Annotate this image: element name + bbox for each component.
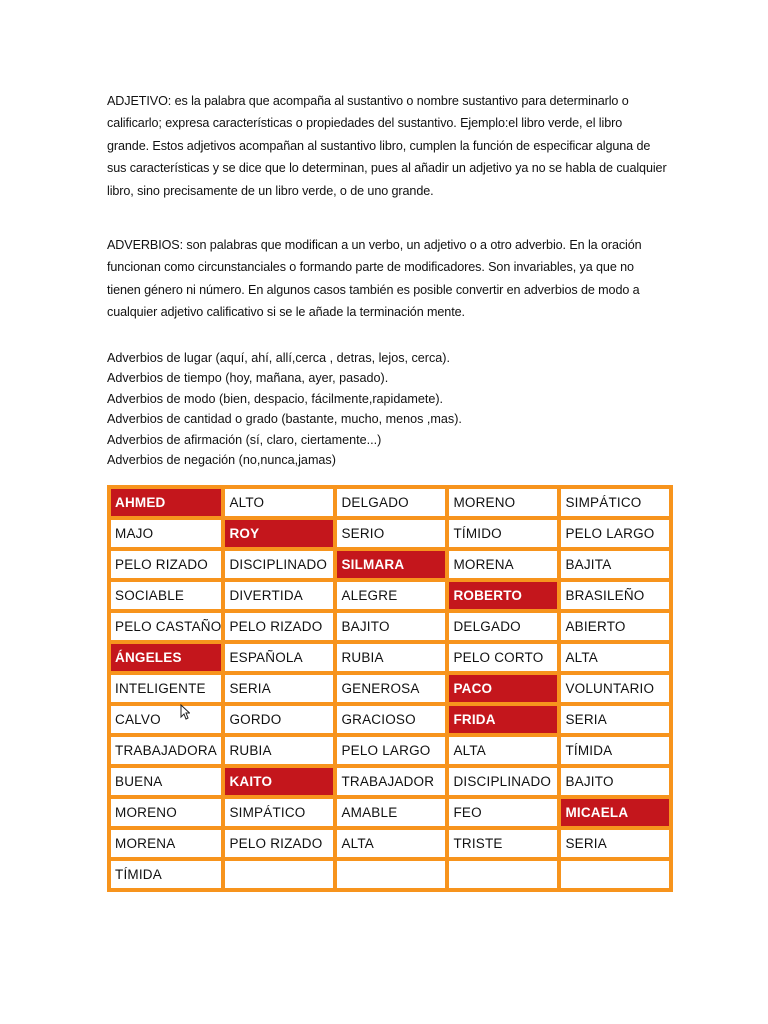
table-row	[109, 735, 671, 766]
adjective-cell: AMABLE	[335, 797, 447, 828]
adjective-cell: ALTA	[559, 642, 671, 673]
table-row	[109, 487, 671, 518]
adjective-cell: MORENA	[447, 549, 559, 580]
adjective-cell: GRACIOSO	[335, 704, 447, 735]
adjective-cell: ALEGRE	[335, 580, 447, 611]
adjective-cell: PELO RIZADO	[223, 611, 335, 642]
adjective-cell: TRABAJADOR	[335, 766, 447, 797]
table-row	[109, 642, 671, 673]
table-row	[109, 580, 671, 611]
adjective-cell: DIVERTIDA	[223, 580, 335, 611]
adjective-cell: DISCIPLINADO	[447, 766, 559, 797]
empty-cell	[559, 859, 671, 890]
adjective-cell: PELO CORTO	[447, 642, 559, 673]
adverb-types-list	[107, 348, 462, 470]
empty-cell	[447, 859, 559, 890]
name-cell: ÁNGELES	[109, 642, 223, 673]
list-item: Adverbios de lugar (aquí, ahí, allí,cerca , detras, lejos, cerca).	[107, 351, 450, 365]
adjective-cell: TRISTE	[447, 828, 559, 859]
adjective-cell: BAJITO	[335, 611, 447, 642]
table-row	[109, 673, 671, 704]
table-row	[109, 518, 671, 549]
adjective-cell: DELGADO	[447, 611, 559, 642]
adjective-cell: MORENA	[109, 828, 223, 859]
table-row	[109, 611, 671, 642]
adjective-cell: SIMPÁTICO	[559, 487, 671, 518]
name-cell: ROBERTO	[447, 580, 559, 611]
adjective-cell: PELO LARGO	[335, 735, 447, 766]
adjective-cell: INTELIGENTE	[109, 673, 223, 704]
table-row	[109, 704, 671, 735]
adjective-cell: VOLUNTARIO	[559, 673, 671, 704]
name-cell: SILMARA	[335, 549, 447, 580]
table-row	[109, 797, 671, 828]
adjective-cell: TÍMIDA	[109, 859, 223, 890]
name-cell: MICAELA	[559, 797, 671, 828]
empty-cell	[223, 859, 335, 890]
adjective-cell: DISCIPLINADO	[223, 549, 335, 580]
adjective-cell: BAJITO	[559, 766, 671, 797]
adjective-cell: ESPAÑOLA	[223, 642, 335, 673]
adjective-cell: CALVO	[109, 704, 223, 735]
adjective-cell: SIMPÁTICO	[223, 797, 335, 828]
adjective-cell: SERIO	[335, 518, 447, 549]
adjective-cell: PELO RIZADO	[223, 828, 335, 859]
adjective-cell: PELO LARGO	[559, 518, 671, 549]
name-cell: PACO	[447, 673, 559, 704]
adjective-cell: TÍMIDO	[447, 518, 559, 549]
adjective-cell: SERIA	[223, 673, 335, 704]
name-cell: ROY	[223, 518, 335, 549]
list-item: Adverbios de tiempo (hoy, mañana, ayer, pasado).	[107, 371, 389, 386]
name-cell: KAITO	[223, 766, 335, 797]
adjective-cell: MORENO	[109, 797, 223, 828]
adjective-cell: ALTA	[335, 828, 447, 859]
adjective-cell: BUENA	[109, 766, 223, 797]
adjective-cell: ALTA	[447, 735, 559, 766]
adjective-cell: BAJITA	[559, 549, 671, 580]
empty-cell	[335, 859, 447, 890]
adjective-cell: SERIA	[559, 828, 671, 859]
adjective-cell: TÍMIDA	[559, 735, 671, 766]
adjective-cell: PELO CASTAÑO	[109, 611, 223, 642]
adjective-cell: TRABAJADORA	[109, 735, 223, 766]
table-row	[109, 859, 671, 890]
adjective-cell: DELGADO	[335, 487, 447, 518]
adjective-cell: BRASILEÑO	[559, 580, 671, 611]
adjective-cell: RUBIA	[335, 642, 447, 673]
adjective-cell: GENEROSA	[335, 673, 447, 704]
adjetivo-paragraph: ADJETIVO: es la palabra que acompaña al sustantivo o nombre sustantivo para determinarlo o calificarlo; expresa características o propiedades del sustantivo. Ejemplo:el libro verde, el libro grande. Estos adjetivos acompañan al sustantivo libro, cumplen la función de especificar alguna de sus características y se dice que lo determinan, pues al añadir un adjetivo ya no se habla de cualquier libro, sino precisamente de un libro verde, o de uno grande.	[107, 94, 667, 198]
adjective-cell: FEO	[447, 797, 559, 828]
adjective-cell: SERIA	[559, 704, 671, 735]
table-row	[109, 766, 671, 797]
name-cell: FRIDA	[447, 704, 559, 735]
adjective-cell: MORENO	[447, 487, 559, 518]
adjective-cell: ALTO	[223, 487, 335, 518]
list-item: Adverbios de modo (bien, despacio, fácilmente,rapidamete).	[107, 391, 444, 406]
table-row	[109, 549, 671, 580]
name-cell: AHMED	[109, 487, 223, 518]
list-item: Adverbios de negación (no,nunca,jamas)	[107, 453, 336, 468]
word-grid-table	[107, 485, 673, 892]
adjective-cell: ABIERTO	[559, 611, 671, 642]
adjective-cell: RUBIA	[223, 735, 335, 766]
adjective-cell: SOCIABLE	[109, 580, 223, 611]
adjective-cell: PELO RIZADO	[109, 549, 223, 580]
word-grid-body	[109, 487, 671, 890]
adjective-cell: MAJO	[109, 518, 223, 549]
adverbios-paragraph: ADVERBIOS: son palabras que modifican a un verbo, un adjetivo o a otro adverbio. En la oración funcionan como circunstanciales o formando parte de modificadores. Son invariables, ya que no tienen género ni número. En algunos casos también es posible convertir en adverbios de modo a cualquier adjetivo calificativo si se le añade la terminación mente.	[107, 238, 642, 320]
adjective-cell: GORDO	[223, 704, 335, 735]
list-item: Adverbios de afirmación (sí, claro, ciertamente...)	[107, 432, 382, 447]
list-item: Adverbios de cantidad o grado (bastante, mucho, menos ,mas).	[107, 412, 462, 427]
table-row	[109, 828, 671, 859]
mouse-pointer-icon	[180, 704, 190, 720]
